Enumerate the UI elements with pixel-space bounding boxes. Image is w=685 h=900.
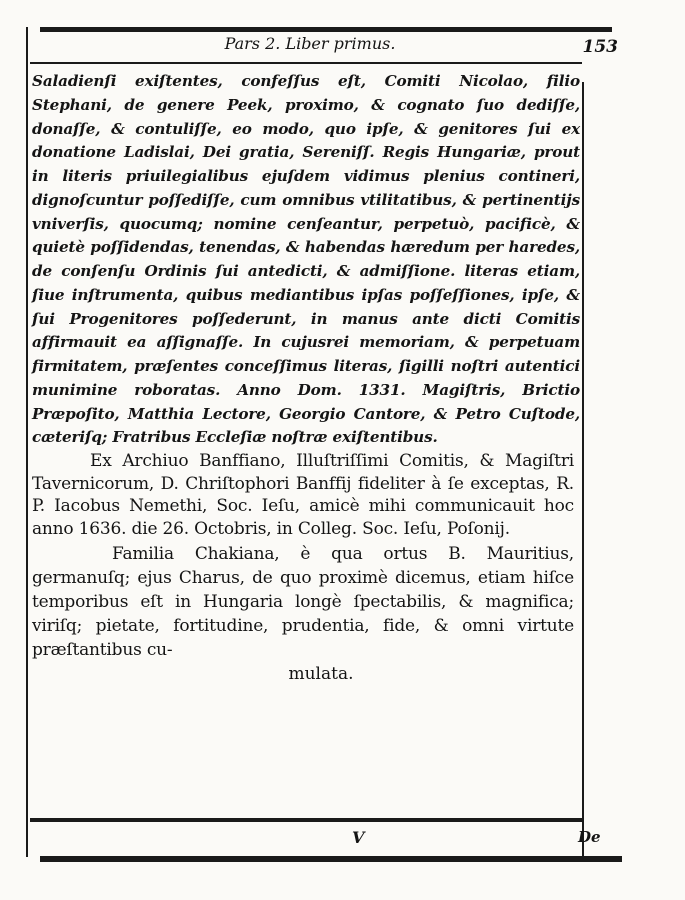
- left-border: [26, 27, 28, 857]
- bottom-rule: [40, 856, 622, 862]
- top-rule: [40, 27, 612, 32]
- family-section: [32, 542, 580, 686]
- running-head: Pars 2. Liber primus.: [224, 34, 396, 53]
- family-paragraph: Familia Chakiana, è qua ortus B. Mauritius, germanuſq; ejus Charus, de quo proximè dicemus, etiam hiſce temporibus eſt in Hungaria longè ſpectabilis, & magnifica; viriſq; pietate, fortitudine, prudentia, fide, & omni virtute præſtantibus cu-: [32, 544, 574, 660]
- closing-line: mulata.: [288, 664, 354, 684]
- page-number: 153: [582, 37, 618, 57]
- page-header: [30, 33, 618, 61]
- latin-charter-text: [32, 70, 580, 450]
- page-footer: [30, 826, 620, 850]
- latin-paragraph: Saladienſi exiſtentes, confeſſus eſt, Comiti Nicolao, filio Stephani, de genere Peek, proximo, & cognato ſuo dediſſe, donaſſe, & contuliſſe, eo modo, quo ipſe, & genitores ſui ex donatione Ladislai, Dei gratia, Sereniſſ. Regis Hungariæ, prout in literis priuilegialibus ejuſdem vidimus plenius contineri, dignoſcuntur poſſediſſe, cum omnibus vtilitatibus, & pertinentijs vniverſis, quocumq; nomine cenſeantur, perpetuò, pacificè, & quietè poſſidendas, tenendas, & habendas hæredum per haredes, de conſenſu Ordinis ſui antedicti, & admiſſione. literas etiam, ſiue inſtrumenta, quibus mediantibus ipſas poſſeſſiones, ipſe, & ſui Progenitores poſſederunt, in manus ante dicti Comitis affirmauit ea aſſignaſſe. In cujusrei memoriam, & perpetuam firmitatem, præſentes conceſſimus literas, ſigilli noſtri autentici munimine roboratas. Anno Dom. 1331. Magiſtris, Brictio Præpoſito, Matthia Lectore, Georgio Cantore, & Petro Cuſtode, cæteriſq; Fratribus Eccleſiæ noſtræ exiſtentibus.: [32, 72, 580, 447]
- signature-mark: V: [352, 828, 365, 847]
- catchword: De: [578, 828, 601, 846]
- page-body: [32, 70, 580, 686]
- source-note-paragraph: Ex Archiuo Banffiano, Illuſtriſſimi Comitis, & Magiſtri Tavernicorum, D. Chriſtophori Banffij fideliter à ſe exceptas, R. P. Iacobus Nemethi, Soc. Ieſu, amicè mihi communicauit hoc anno 1636. die 26. Octobris, in Colleg. Soc. Ieſu, Poſonij.: [32, 451, 574, 539]
- footer-rule: [30, 818, 582, 822]
- header-rule: [30, 62, 582, 64]
- right-border: [582, 82, 584, 857]
- source-note: [32, 450, 580, 540]
